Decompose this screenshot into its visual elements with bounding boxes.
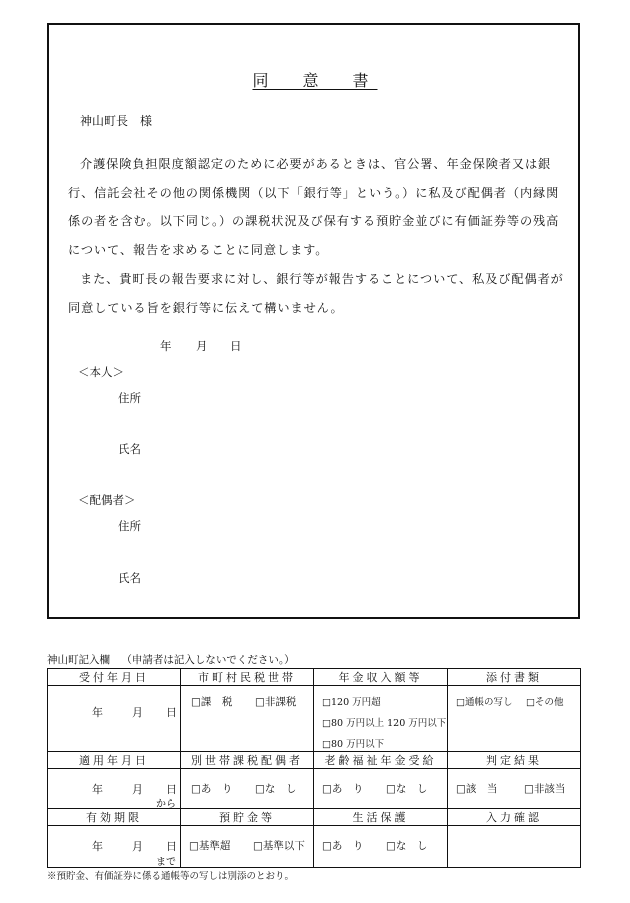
tax-taxed-checkbox[interactable]: □課 税 — [191, 696, 233, 708]
header-welfare-pension: 老齢福祉年金受給 — [314, 752, 448, 769]
header-tax-household: 市町村民税世帯 — [181, 669, 314, 686]
header-application-date: 適用年月日 — [48, 752, 181, 769]
spouse-no-checkbox[interactable]: □な し — [255, 783, 297, 795]
welfare-yes-checkbox[interactable]: □あ り — [322, 783, 364, 795]
tax-household-cell — [181, 686, 314, 752]
separate-spouse-cell — [181, 769, 314, 809]
header-pension-income: 年金収入額等 — [314, 669, 448, 686]
expiry-cell: 年 月 日 まで — [48, 826, 181, 868]
welfare-no-checkbox[interactable]: □な し — [386, 783, 428, 795]
pension-mid-checkbox[interactable]: □80 万円以上 120 万円以下 — [322, 718, 447, 729]
judge-applicable-checkbox[interactable]: □該 当 — [456, 783, 498, 795]
self-label: ＜本人＞ — [78, 365, 124, 379]
savings-cell — [181, 826, 314, 868]
welfare-pension-cell — [314, 769, 448, 809]
addressee: 神山町長 様 — [80, 114, 153, 128]
savings-over-checkbox[interactable]: □基準超 — [189, 840, 231, 852]
consent-paragraph-1: 介護保険負担限度額認定のために必要があるときは、官公署、年金保険者又は銀行、信託会社その他の関係機関（以下「銀行等」という。）に私及び配偶者（内縁関係の者を含む。以下同じ。）の課税状況及び保有する預貯金並びに有価証券等の残高について、報告を求めることに同意します。 — [68, 157, 560, 257]
date-day-label: 日 — [230, 339, 242, 353]
footnote: ※預貯金、有価証券に係る通帳等の写しは別添のとおり。 — [47, 871, 295, 882]
judgment-cell — [448, 769, 581, 809]
consent-paragraph-2: また、貴町長の報告要求に対し、銀行等が報告することについて、私及び配偶者が同意している旨を銀行等に伝えて構いません。 — [68, 272, 564, 315]
tax-exempt-checkbox[interactable]: □非課税 — [255, 696, 297, 708]
header-separate-spouse: 別世帯課税配偶者 — [181, 752, 314, 769]
spouse-label: ＜配偶者＞ — [78, 493, 136, 507]
livelihood-no-checkbox[interactable]: □な し — [386, 840, 428, 852]
header-judgment: 判定結果 — [448, 752, 581, 769]
self-name-label: 氏名 — [118, 442, 141, 456]
spouse-yes-checkbox[interactable]: □あ り — [191, 783, 233, 795]
self-address-label: 住所 — [118, 391, 141, 405]
page-title: 同 意 書 — [252, 71, 378, 90]
input-check-cell — [448, 826, 581, 868]
header-reception-date: 受付年月日 — [48, 669, 181, 686]
livelihood-cell — [314, 826, 448, 868]
header-attachments: 添付書類 — [448, 669, 581, 686]
office-use-table — [47, 668, 581, 868]
livelihood-yes-checkbox[interactable]: □あ り — [322, 840, 364, 852]
header-savings: 預貯金等 — [181, 809, 314, 826]
header-input-check: 入力確認 — [448, 809, 581, 826]
office-heading-text: 神山町記入欄 — [47, 654, 110, 666]
passbook-copy-checkbox[interactable]: □通帳の写し — [456, 697, 513, 708]
header-livelihood-protection: 生活保護 — [314, 809, 448, 826]
office-note: （申請者は記入しないでください。） — [121, 654, 295, 666]
date-month-label: 月 — [196, 339, 208, 353]
judge-not-applicable-checkbox[interactable]: □非該当 — [524, 783, 566, 795]
office-use-heading — [47, 652, 295, 667]
pension-under-checkbox[interactable]: □80 万円以下 — [322, 739, 385, 750]
attachments-cell — [448, 686, 581, 752]
pension-income-cell — [314, 686, 448, 752]
header-expiry: 有効期限 — [48, 809, 181, 826]
reception-date-cell: 年 月 日 — [48, 686, 181, 752]
other-doc-checkbox[interactable]: □その他 — [526, 697, 564, 708]
spouse-name-label: 氏名 — [118, 571, 141, 585]
date-year-label: 年 — [160, 339, 172, 353]
application-date-cell: 年 月 日 から — [48, 769, 181, 809]
savings-under-checkbox[interactable]: □基準以下 — [253, 840, 305, 852]
pension-over-checkbox[interactable]: □120 万円超 — [322, 697, 381, 708]
spouse-address-label: 住所 — [118, 519, 141, 533]
